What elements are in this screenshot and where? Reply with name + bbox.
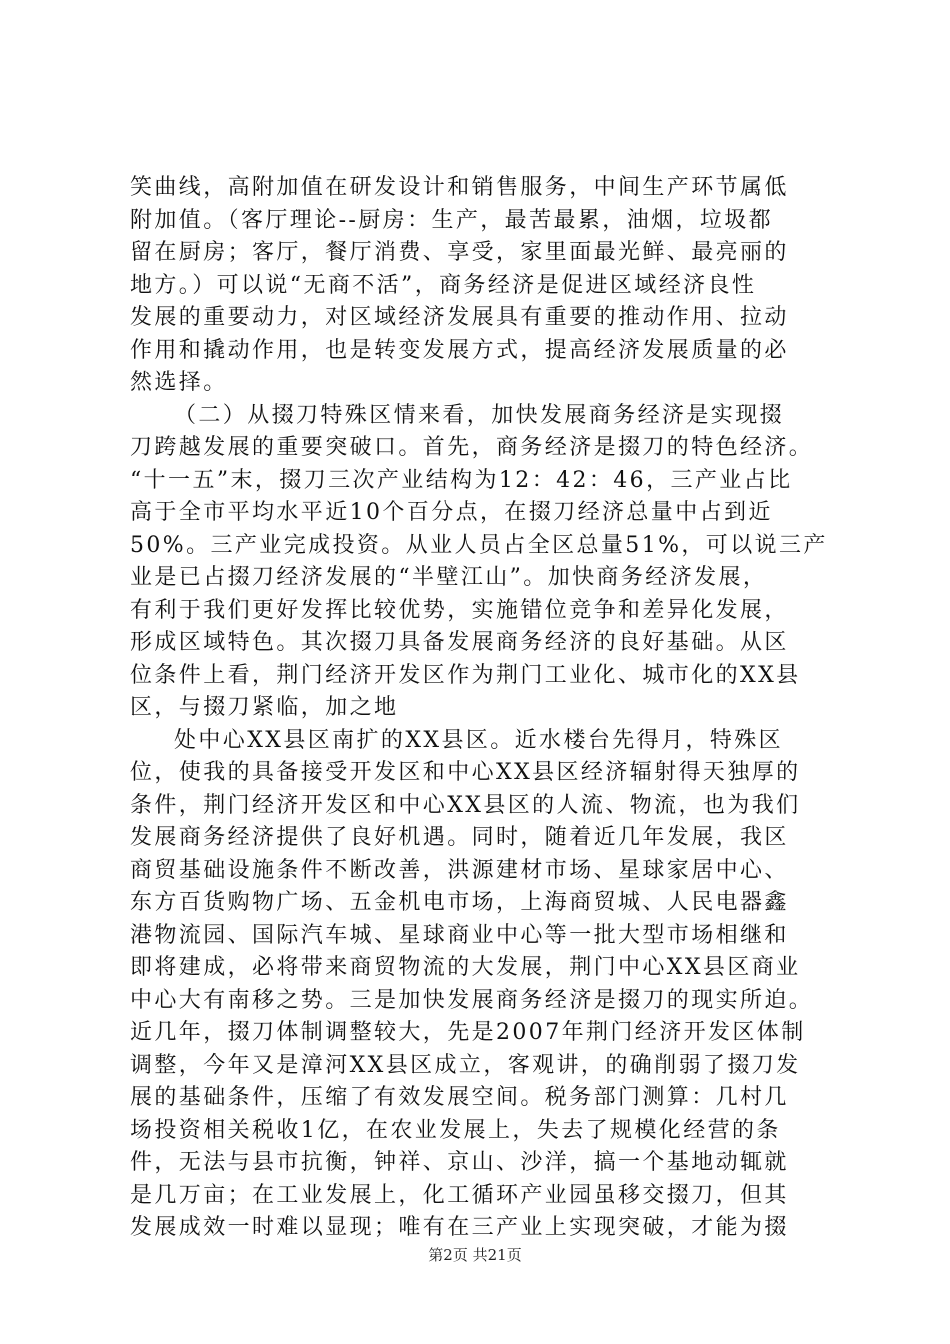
text-line: 业是已占掇刀经济发展的“半壁江山”。加快商务经济发展， xyxy=(130,565,768,590)
text-line: 位，使我的具备接受开发区和中心XX县区经济辐射得天独厚的 xyxy=(130,760,801,785)
page-footer xyxy=(0,1244,950,1265)
text-line: 高于全市平均水平近10个百分点，在掇刀经济总量中占到近 xyxy=(130,500,773,525)
text-line: 位条件上看，荆门经济开发区作为荆门工业化、城市化的XX县 xyxy=(130,662,801,688)
text-line: 留在厨房；客厅，餐厅消费、享受，家里面最光鲜、最亮丽的 xyxy=(130,240,789,265)
text-line: 发展商务经济提供了良好机遇。同时，随着近几年发展，我区 xyxy=(130,825,789,850)
text-line: 场投资相关税收1亿，在农业发展上，失去了规模化经营的条 xyxy=(130,1117,781,1143)
text-line: 形成区域特色。其次掇刀具备发展商务经济的良好基础。从区 xyxy=(130,630,789,655)
text-line: 作用和撬动作用，也是转变发展方式，提高经济发展质量的必 xyxy=(130,337,789,363)
text-line: 条件，荆门经济开发区和中心XX县区的人流、物流，也为我们 xyxy=(130,792,801,818)
text-line: 附加值。（客厅理论--厨房：生产，最苦最累，油烟，垃圾都 xyxy=(130,207,774,233)
page-number: 第2页 共21页 xyxy=(428,1246,522,1264)
text-line: 中心大有南移之势。三是加快发展商务经济是掇刀的现实所迫。 xyxy=(130,987,814,1013)
paragraph-start-line: （二）从掇刀特殊区情来看，加快发展商务经济是实现掇 xyxy=(174,402,785,428)
text-line: 有利于我们更好发挥比较优势，实施错位竞争和差异化发展， xyxy=(130,597,789,623)
text-line: 即将建成，必将带来商贸物流的大发展，荆门中心XX县区商业 xyxy=(130,955,801,980)
paragraph-start-line: 处中心XX县区南扩的XX县区。近水楼台先得月，特殊区 xyxy=(174,727,784,753)
text-line: 港物流园、国际汽车城、星球商业中心等一批大型市场相继和 xyxy=(130,922,789,948)
text-line: 是几万亩；在工业发展上，化工循环产业园虽移交掇刀，但其 xyxy=(130,1182,789,1208)
text-line: 展的基础条件，压缩了有效发展空间。税务部门测算：几村几 xyxy=(130,1085,789,1110)
text-line: 东方百货购物广场、五金机电市场，上海商贸城、人民电器鑫 xyxy=(130,890,789,915)
text-line: 50%。三产业完成投资。从业人员占全区总量51%，可以说三产 xyxy=(130,532,828,558)
text-line: 近几年，掇刀体制调整较大，先是2007年荆门经济开发区体制 xyxy=(130,1020,806,1045)
text-line: “十一五”末，掇刀三次产业结构为12：42：46，三产业占比 xyxy=(130,467,793,493)
text-line: 刀跨越发展的重要突破口。首先，商务经济是掇刀的特色经济。 xyxy=(130,435,814,460)
text-line: 区，与掇刀紧临，加之地 xyxy=(130,695,399,720)
text-line: 然选择。 xyxy=(130,370,228,395)
text-line: 地方。）可以说“无商不活”，商务经济是促进区域经济良性 xyxy=(130,272,757,298)
text-line: 调整，今年又是漳河XX县区成立，客观讲，的确削弱了掇刀发 xyxy=(130,1052,801,1078)
text-line: 发展成效一时难以显现；唯有在三产业上实现突破，才能为掇 xyxy=(130,1215,789,1240)
text-line: 商贸基础设施条件不断改善，洪源建材市场、星球家居中心、 xyxy=(130,857,789,883)
body-text xyxy=(130,172,830,1245)
text-line: 笑曲线，高附加值在研发设计和销售服务，中间生产环节属低 xyxy=(130,175,789,200)
text-line: 件，无法与县市抗衡，钟祥、京山、沙洋，搞一个基地动辄就 xyxy=(130,1150,789,1175)
text-line: 发展的重要动力，对区域经济发展具有重要的推动作用、拉动 xyxy=(130,305,789,330)
